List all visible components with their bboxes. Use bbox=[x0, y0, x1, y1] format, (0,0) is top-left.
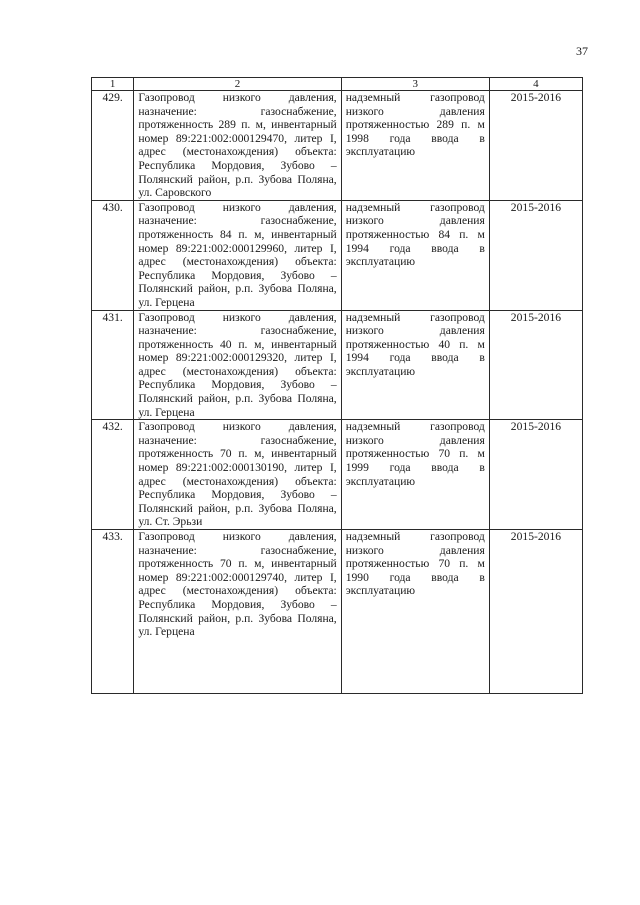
row-number: 430. bbox=[92, 200, 134, 310]
period: 2015-2016 bbox=[489, 530, 582, 694]
object-characteristics: надземный газопровод низкого давления протяженностью 70 п. м 1999 года ввода в эксплуатацию bbox=[341, 420, 489, 530]
column-header-2: 2 bbox=[134, 78, 341, 91]
object-characteristics: надземный газопровод низкого давления протяженностью 84 п. м 1994 года ввода в эксплуатацию bbox=[341, 200, 489, 310]
object-description: Газопровод низкого давления, назначение: газоснабжение, протяженность 289 п. м, инвентарный номер 89:221:002:000129470, литер I, адрес (местонахождения) объекта: Республика Мордовия, Зубово – Полянский район, р.п. Зубова Поляна, ул. Саровского bbox=[134, 91, 341, 201]
object-description: Газопровод низкого давления, назначение: газоснабжение, протяженность 84 п. м, инвентарный номер 89:221:002:000129960, литер I, адрес (местонахождения) объекта: Республика Мордовия, Зубово – Полянский район, р.п. Зубова Поляна, ул. Герцена bbox=[134, 200, 341, 310]
table-row bbox=[92, 420, 583, 530]
column-number-row bbox=[92, 78, 583, 91]
gas-pipeline-table bbox=[91, 77, 583, 694]
column-header-1: 1 bbox=[92, 78, 134, 91]
object-description: Газопровод низкого давления, назначение: газоснабжение, протяженность 40 п. м, инвентарный номер 89:221:002:000129320, литер I, адрес (местонахождения) объекта: Республика Мордовия, Зубово – Полянский район, р.п. Зубова Поляна, ул. Герцена bbox=[134, 310, 341, 420]
row-number: 429. bbox=[92, 91, 134, 201]
period: 2015-2016 bbox=[489, 91, 582, 201]
table-row bbox=[92, 530, 583, 694]
object-description: Газопровод низкого давления, назначение: газоснабжение, протяженность 70 п. м, инвентарный номер 89:221:002:000130190, литер I, адрес (местонахождения) объекта: Республика Мордовия, Зубово – Полянский район, р.п. Зубова Поляна, ул. Ст. Эрьзи bbox=[134, 420, 341, 530]
column-header-4: 4 bbox=[489, 78, 582, 91]
object-characteristics: надземный газопровод низкого давления протяженностью 289 п. м 1998 года ввода в эксплуатацию bbox=[341, 91, 489, 201]
column-header-3: 3 bbox=[341, 78, 489, 91]
object-characteristics: надземный газопровод низкого давления протяженностью 70 п. м 1990 года ввода в эксплуатацию bbox=[341, 530, 489, 694]
row-number: 432. bbox=[92, 420, 134, 530]
row-number: 433. bbox=[92, 530, 134, 694]
object-characteristics: надземный газопровод низкого давления протяженностью 40 п. м 1994 года ввода в эксплуатацию bbox=[341, 310, 489, 420]
period: 2015-2016 bbox=[489, 200, 582, 310]
row-number: 431. bbox=[92, 310, 134, 420]
table-row bbox=[92, 200, 583, 310]
page-number: 37 bbox=[576, 44, 588, 58]
table-row bbox=[92, 91, 583, 201]
period: 2015-2016 bbox=[489, 310, 582, 420]
table-row bbox=[92, 310, 583, 420]
object-description: Газопровод низкого давления, назначение: газоснабжение, протяженность 70 п. м, инвентарный номер 89:221:002:000129740, литер I, адрес (местонахождения) объекта: Республика Мордовия, Зубово – Полянский район, р.п. Зубова Поляна, ул. Герцена bbox=[134, 530, 341, 694]
period: 2015-2016 bbox=[489, 420, 582, 530]
